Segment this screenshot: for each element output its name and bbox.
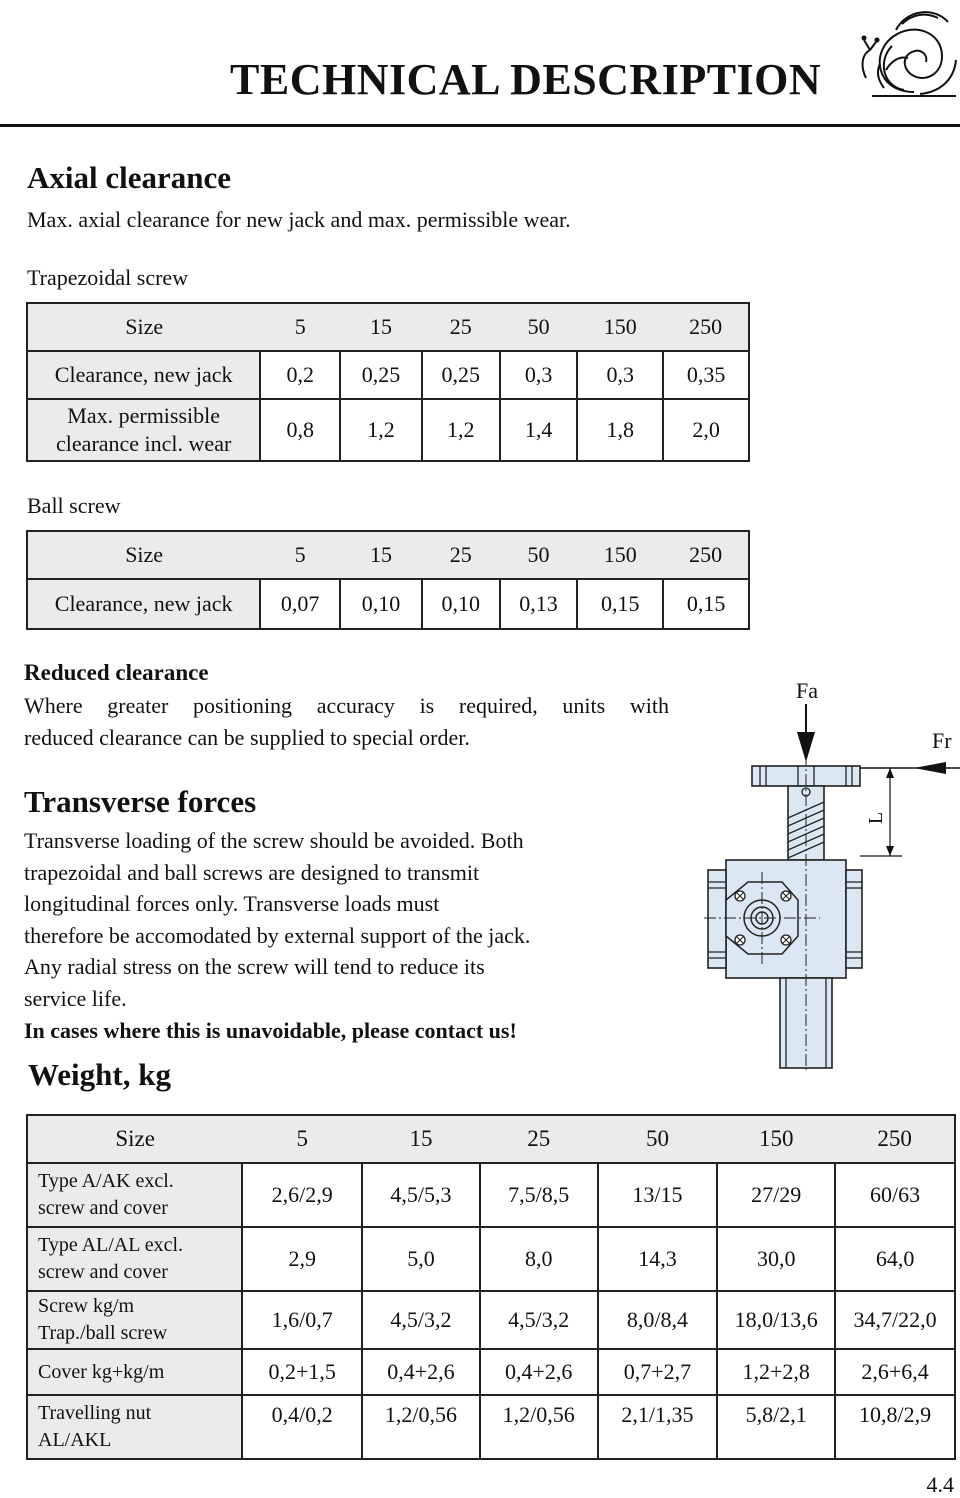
fa-label: Fa	[796, 678, 818, 703]
header-cell: 25	[422, 531, 500, 579]
header-cell: 50	[500, 531, 578, 579]
row-label-line: AL/AKL	[38, 1429, 112, 1451]
row-label-line: Cover kg+kg/m	[38, 1360, 165, 1383]
table-row	[27, 1395, 955, 1459]
table-cell: 0,2	[260, 351, 340, 399]
table-cell: 2,9	[242, 1227, 362, 1291]
table-cell: 2,1/1,35	[598, 1395, 718, 1459]
table-cell: 0,10	[340, 579, 422, 629]
table-cell: 1,8	[577, 399, 663, 461]
jack-force-diagram	[690, 668, 960, 1070]
header-cell: 150	[577, 531, 663, 579]
table-row	[27, 1291, 955, 1349]
table-row	[27, 1349, 955, 1395]
table-cell: 0,4/0,2	[242, 1395, 362, 1459]
ball-label: Ball screw	[27, 493, 121, 518]
table-cell: 1,4	[500, 399, 578, 461]
header-cell: 5	[260, 303, 340, 351]
weight-heading: Weight, kg	[28, 1057, 171, 1092]
header-cell: 15	[340, 531, 422, 579]
transverse-line: longitudinal forces only. Transverse loads must	[24, 891, 440, 916]
table-row	[27, 1227, 955, 1291]
table-row	[27, 1163, 955, 1227]
header-cell: 15	[362, 1115, 480, 1163]
page-number: 4.4	[926, 1472, 954, 1497]
ball-screw-table	[26, 530, 750, 630]
header-cell: 5	[242, 1115, 362, 1163]
header-cell: Size	[27, 1115, 242, 1163]
row-label: Clearance, new jack	[27, 351, 260, 399]
table-cell: 2,6+6,4	[835, 1349, 955, 1395]
row-label: Clearance, new jack	[27, 579, 260, 629]
row-label-line: Travelling nut	[38, 1402, 152, 1424]
table-cell: 7,5/8,5	[480, 1163, 598, 1227]
axial-heading: Axial clearance	[27, 160, 232, 195]
row-label-line: Type A/AK excl.	[38, 1170, 174, 1192]
header-cell: 25	[480, 1115, 598, 1163]
transverse-warning: In cases where this is unavoidable, please contact us!	[24, 1018, 517, 1043]
header-cell: 150	[577, 303, 663, 351]
header-cell: 15	[340, 303, 422, 351]
header-rule	[0, 124, 960, 127]
transverse-line: service life.	[24, 986, 127, 1011]
transverse-line: Transverse loading of the screw should be avoided. Both	[24, 828, 524, 853]
table-cell: 0,07	[260, 579, 340, 629]
table-cell: 14,3	[598, 1227, 718, 1291]
table-cell: 34,7/22,0	[835, 1291, 955, 1349]
row-label	[27, 1291, 242, 1349]
transverse-line: Any radial stress on the screw will tend to reduce its	[24, 954, 485, 979]
table-cell: 1,6/0,7	[242, 1291, 362, 1349]
table-cell: 0,4+2,6	[480, 1349, 598, 1395]
table-header-row	[27, 1115, 955, 1163]
table-cell: 1,2+2,8	[717, 1349, 835, 1395]
transverse-line: therefore be accomodated by external support of the jack.	[24, 923, 531, 948]
reduced-heading: Reduced clearance	[24, 660, 209, 685]
reduced-text-line: reduced clearance can be supplied to special order.	[24, 725, 470, 750]
table-cell: 27/29	[717, 1163, 835, 1227]
l-dimension-label: L	[865, 811, 887, 825]
table-cell: 0,3	[577, 351, 663, 399]
table-cell: 0,15	[577, 579, 663, 629]
row-label-line: Type AL/AL excl.	[38, 1234, 184, 1256]
header-cell: 250	[663, 303, 749, 351]
transverse-heading: Transverse forces	[24, 784, 257, 819]
table-cell: 0,7+2,7	[598, 1349, 718, 1395]
fr-label: Fr	[932, 728, 952, 753]
table-cell: 30,0	[717, 1227, 835, 1291]
reduced-text-line: Where greater positioning accuracy is required, units with	[24, 693, 669, 718]
table-cell: 5,0	[362, 1227, 480, 1291]
header-cell: 50	[598, 1115, 718, 1163]
header-cell: 5	[260, 531, 340, 579]
table-cell: 1,2	[422, 399, 500, 461]
table-row	[27, 399, 749, 461]
table-cell: 0,25	[340, 351, 422, 399]
table-cell: 64,0	[835, 1227, 955, 1291]
table-cell: 60/63	[835, 1163, 955, 1227]
weight-table	[26, 1114, 956, 1460]
row-label	[27, 1349, 242, 1395]
table-cell: 0,25	[422, 351, 500, 399]
table-cell: 8,0	[480, 1227, 598, 1291]
table-cell: 1,2/0,56	[480, 1395, 598, 1459]
transverse-line: trapezoidal and ball screws are designed to transmit	[24, 860, 480, 885]
table-cell: 0,15	[663, 579, 749, 629]
table-cell: 0,8	[260, 399, 340, 461]
axial-intro: Max. axial clearance for new jack and max. permissible wear.	[27, 207, 571, 232]
table-cell: 4,5/5,3	[362, 1163, 480, 1227]
row-label	[27, 1395, 242, 1459]
table-cell: 18,0/13,6	[717, 1291, 835, 1349]
table-cell: 4,5/3,2	[362, 1291, 480, 1349]
table-cell: 4,5/3,2	[480, 1291, 598, 1349]
table-cell: 0,13	[500, 579, 578, 629]
header-cell: 250	[835, 1115, 955, 1163]
table-header-row	[27, 531, 749, 579]
table-cell: 5,8/2,1	[717, 1395, 835, 1459]
page-title: TECHNICAL DESCRIPTION	[230, 55, 822, 104]
row-label	[27, 1227, 242, 1291]
table-cell: 1,2/0,56	[362, 1395, 480, 1459]
row-label	[27, 399, 260, 461]
table-cell: 0,3	[500, 351, 578, 399]
table-header-row	[27, 303, 749, 351]
row-label	[27, 1163, 242, 1227]
table-cell: 13/15	[598, 1163, 718, 1227]
row-label-line: screw and cover	[38, 1197, 168, 1219]
header-cell: 25	[422, 303, 500, 351]
table-cell: 0,4+2,6	[362, 1349, 480, 1395]
table-cell: 2,0	[663, 399, 749, 461]
table-cell: 8,0/8,4	[598, 1291, 718, 1349]
header-cell: Size	[27, 303, 260, 351]
snail-logo-icon	[856, 0, 960, 104]
row-label-line: clearance incl. wear	[56, 431, 232, 456]
header-cell: 250	[663, 531, 749, 579]
table-cell: 0,10	[422, 579, 500, 629]
table-cell: 0,2+1,5	[242, 1349, 362, 1395]
row-label-line: screw and cover	[38, 1261, 168, 1283]
table-cell: 0,35	[663, 351, 749, 399]
trapezoidal-table	[26, 302, 750, 462]
table-cell: 10,8/2,9	[835, 1395, 955, 1459]
row-label-line: Trap./ball screw	[38, 1322, 168, 1344]
table-cell: 2,6/2,9	[242, 1163, 362, 1227]
row-label-line: Screw kg/m	[38, 1295, 135, 1317]
table-cell: 1,2	[340, 399, 422, 461]
table-row	[27, 351, 749, 399]
header-cell: 150	[717, 1115, 835, 1163]
row-label-line: Max. permissible	[67, 403, 221, 428]
trap-label: Trapezoidal screw	[27, 265, 189, 290]
header-cell: Size	[27, 531, 260, 579]
table-row	[27, 579, 749, 629]
header-cell: 50	[500, 303, 578, 351]
